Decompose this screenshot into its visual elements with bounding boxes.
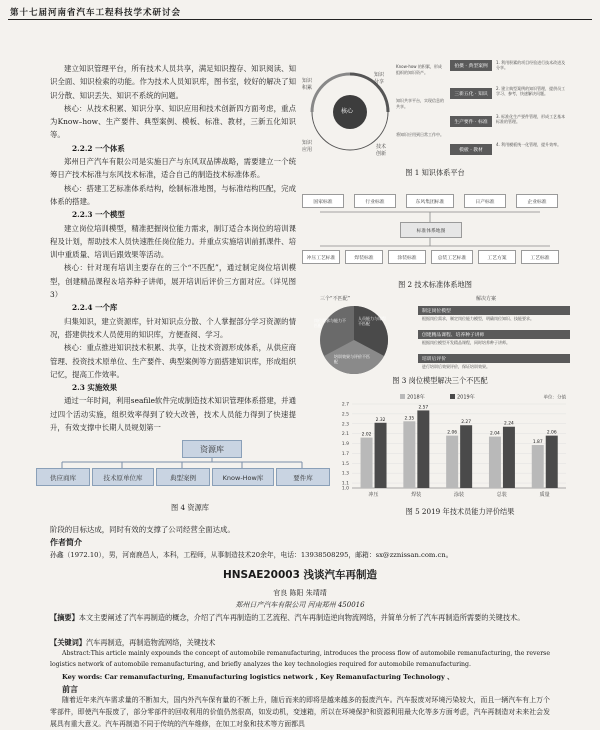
standard-box: 工艺标准 — [521, 250, 559, 264]
paragraph: 核心：重点推进知识技术积累、共享，让技术资源形成体系，从供应商管理、投资技术原单位、生产要件、典型案例等方面搭建知识库，形成组织记忆，提高工作效率。 — [50, 343, 296, 379]
paragraph: 核心：搭建工艺标准体系结构，绘制标准地图，与标准结构匹配，完成体系的搭建。 — [50, 183, 296, 206]
bar — [375, 423, 387, 488]
bar — [446, 436, 458, 488]
data-label: 2.06 — [546, 430, 557, 436]
abstract-text: 本文主要阐述了汽车再制造的概念，介绍了汽车再制造的工艺流程、汽车再制造逆向物流网络，并简单分析了汽车再制造所需要的关键技术。 — [78, 613, 525, 622]
figure-1-knowledge-platform — [300, 58, 570, 168]
data-label: 2.27 — [461, 420, 472, 426]
standard-box: 焊装标准 — [345, 250, 383, 264]
figure-2-standard-map — [300, 186, 570, 268]
fig1-right-box: 拍摄 · 典型案例 — [450, 60, 492, 71]
legend-label: 2019年 — [457, 394, 475, 401]
fig1-right-box: 三新五化 · 知识 — [450, 88, 492, 99]
bar — [546, 436, 558, 488]
left-note: Know-how 的积累，形成组织的知识资产。 — [396, 64, 442, 75]
y-tick-label: 2.1 — [341, 432, 349, 438]
standard-map-center: 标准体系地图 — [400, 222, 462, 238]
figure-2-caption: 图 2 技术标准体系地图 — [398, 280, 472, 289]
abstract-label: 【摘要】 — [50, 613, 79, 622]
section-heading: 2.2.3 一个模型 — [72, 210, 125, 220]
figure-4-caption: 图 4 资源库 — [171, 503, 209, 512]
right-note: 1. 利用积累的项目经验进行技术改进及分享。 — [496, 60, 566, 70]
legend-label: 2018年 — [407, 394, 425, 401]
section-heading: 2.3 实施效果 — [72, 383, 117, 393]
x-tick-label: 质量 — [539, 492, 550, 498]
bar — [403, 421, 415, 488]
data-label: 2.32 — [375, 417, 386, 423]
bar — [361, 438, 373, 488]
figure-1-caption: 图 1 知识体系平台 — [405, 168, 465, 177]
paragraph: 通过一年时间，利用seafile软件完成制造技术知识管理体系搭建，并通过四个活动实施，组织效率得到了较大改善，技术人员能力得到了快速提升，有效支撑中长期人员规划第一 — [50, 396, 296, 433]
left-text-column — [50, 62, 296, 434]
keywords-en: Key words: Car remanufacturing, Emanufacturing logistics network , Key Remanufacturing Technology 、 — [62, 673, 454, 681]
legend-swatch — [450, 394, 455, 399]
pie-label: 人员能力与课程不匹配 — [358, 316, 386, 326]
unit-label: 单位：分值 — [543, 395, 566, 401]
header-rule — [8, 19, 592, 20]
bar — [489, 437, 501, 488]
left-note: 将知识应用到日常工作中。 — [396, 132, 444, 137]
data-label: 2.06 — [447, 430, 458, 436]
fig3-top-label: 三个“不匹配” — [320, 296, 351, 302]
figure-5-chart — [330, 392, 570, 507]
figure-3-caption: 图 3 岗位模型解决三个不匹配 — [392, 376, 488, 385]
standard-box: 冲压工艺标准 — [302, 250, 340, 264]
y-tick-label: 2.5 — [341, 412, 349, 418]
right-note: 3. 标准化生产要件管理，形成工艺基本标准的管理。 — [496, 114, 566, 124]
cycle-label: 技术 创新 — [376, 144, 387, 157]
pie-label: 岗位需求与能力不匹配 — [314, 318, 346, 328]
solution-note: 根据岗位模型开发精品课程，同时培养种子讲师。 — [422, 340, 510, 345]
cycle-label: 知识 应用 — [302, 140, 313, 153]
resource-child: Know-How库 — [212, 468, 274, 486]
keywords-label: 【关键词】 — [50, 638, 86, 647]
y-tick-label: 1.1 — [341, 481, 349, 487]
figure-4-resource-library — [30, 432, 330, 490]
keywords-cn — [50, 637, 550, 650]
data-label: 2.04 — [490, 431, 500, 437]
x-tick-label: 冲压 — [368, 492, 379, 498]
paragraph: 建立知识管理平台，所有技术人员共享，满足知识搜存、知识阅读、知识全面、知识检索的功能。作为技术人员知识库，图书室，较好的解决了知识分散、知识丢失、知识不系统的问题。 — [50, 64, 296, 100]
continuation-text: 阶段的目标达成，同时有效的支撑了公司经营全面达成。 — [50, 525, 235, 534]
standard-box: 总装工艺标准 — [431, 250, 473, 264]
cycle-label: 知识 分享 — [374, 72, 385, 85]
x-tick-label: 总装 — [496, 492, 507, 498]
solution-note: 根据岗位需求，制定岗位能力模型，明确岗位知识、技能要求。 — [422, 316, 534, 321]
article-affiliation: 郑州日产汽车有限公司 河南郑州 450016 — [235, 601, 365, 609]
paragraph: 核心：从技术积累、知识分享、知识应用和技术创新四方面考虑，重点为Know–how、生产要件、典型案例、模板、标准、教材，三新五化知识等。 — [50, 103, 296, 140]
data-label: 2.57 — [418, 405, 429, 411]
data-label: 2.02 — [361, 432, 372, 438]
data-label: 2.35 — [404, 416, 415, 422]
data-label: 1.87 — [532, 440, 543, 446]
running-header: 第十七届河南省汽车工程科技学术研讨会 — [10, 8, 182, 18]
standard-box: 东风集团标准 — [406, 194, 454, 208]
bar — [417, 410, 429, 488]
left-note: 知识共享平台，实现信息的共享。 — [396, 98, 444, 109]
resource-child: 要件库 — [276, 468, 330, 486]
figure-5-caption: 图 5 2019 年技术员能力评价结果 — [405, 507, 515, 516]
paragraph: 郑州日产汽车有限公司是实施日产与东风双品牌战略，需要建立一个统筹日产技术标准与东风技术标准，适合自己的制造技术标准体系。 — [50, 157, 296, 180]
cycle-center-label: 核心 — [341, 108, 354, 115]
paragraph: 归集知识，建立资源库，针对知识点分散、个人掌握部分学习资源的情况，搭建供技术人员使用的知识库，方便查阅、学习。 — [50, 316, 296, 339]
standard-box: 日产标准 — [464, 194, 506, 208]
keywords-text: 汽车再制造，再制造物流网络，关键技术 — [85, 638, 216, 647]
fig1-right-box: 模板 · 教材 — [450, 144, 492, 155]
y-tick-label: 2.3 — [341, 422, 349, 428]
bar — [460, 425, 472, 488]
x-tick-label: 焊装 — [411, 492, 422, 498]
right-note: 2. 建立典型案例的知识管理，提供员工学习、参考，快速解决问题。 — [496, 86, 566, 96]
resource-child: 典型案例 — [156, 468, 210, 486]
cycle-label: 知识 积累 — [302, 78, 313, 91]
figure-3-post-model — [300, 296, 570, 376]
solution-item: 创建精品课程、培养种子讲师 — [418, 330, 570, 339]
preface-body: 随着近年来汽车需求量的不断加大，国内外汽车保有量的不断上升，随后而来的即将是越来越多的报废汽车。汽车报废对环境污染较大，而且一辆汽车有上万个零部件，即使汽车报废了，部分零部件的回收利用的价值仍然很高，如发动机，变速箱，所以在环境保护和资源利用最大化等多方面考虑，汽车再制造对未来社会发展具有重大意义。汽车再制造不同于传统的汽车维修，在加工对象和技术等方面都具 — [50, 696, 550, 728]
section-heading: 2.2.4 一个库 — [72, 303, 118, 313]
preface-heading: 前言 — [62, 684, 78, 694]
fig3-solution-title: 解决方案 — [476, 296, 497, 302]
legend-swatch — [400, 394, 405, 399]
y-tick-label: 2.7 — [341, 402, 349, 408]
article-title: HNSAE20003 浅谈汽车再制造 — [222, 569, 378, 581]
resource-root: 资源库 — [182, 440, 242, 458]
bar — [503, 427, 515, 488]
standard-box: 工艺方案 — [478, 250, 516, 264]
solution-note: 进行培训后效果评价，保证培训效果。 — [422, 364, 490, 369]
right-note: 4. 利用模板统一化管理，提升效率。 — [496, 142, 562, 147]
paragraph: 核心：针对现有培训主要存在的三个“不匹配”，通过制定岗位培训模型，创建精品课程＆培养种子讲师，展开培训后评价三方面对应。（详见图3） — [50, 263, 296, 300]
y-tick-label: 1.5 — [341, 461, 349, 467]
x-tick-label: 涂装 — [453, 492, 465, 498]
article-authors: 官良 陈阳 朱靖靖 — [273, 589, 327, 597]
author-heading: 作者简介 — [50, 537, 82, 547]
fig1-right-box: 生产要件 · 标准 — [450, 116, 492, 127]
standard-box: 企业标准 — [516, 194, 558, 208]
solution-item: 制定岗位模型 — [418, 306, 570, 315]
pie-label: 培训效果与评价不匹配 — [334, 354, 370, 364]
standard-box: 涂装标准 — [388, 250, 426, 264]
paragraph: 建立岗位培训模型，精准把握岗位能力需求，制订适合本岗位的培训课程及计划，帮助技术人员快速胜任岗位能力。并重点实施培训前抓课件、培训中重质量、培训后跟效果等活动。 — [50, 223, 296, 260]
y-tick-label: 1.9 — [341, 442, 349, 448]
section-heading: 2.2.2 一个体系 — [72, 143, 125, 153]
data-label: 2.24 — [504, 421, 514, 427]
standard-box: 行业标准 — [354, 194, 396, 208]
solution-item: 培训后评价 — [418, 354, 570, 363]
abstract-cn — [50, 612, 550, 624]
standard-box: 国家标准 — [302, 194, 344, 208]
bar-chart — [330, 392, 570, 500]
resource-child: 技术原单位库 — [92, 468, 154, 486]
y-tick-label: 1.7 — [341, 451, 349, 457]
bar — [532, 445, 544, 488]
abstract-en: Abstract:This article mainly expounds the concept of automobile remanufacturing, introduces the process flow of automobile remanufacturing, the reverse logistics network of automobile remanufacturing, and briefly analyzes the key technologies required for automobile remanufacturing. — [50, 650, 550, 668]
y-tick-label: 1.3 — [341, 471, 349, 477]
y-tick-label: 1.0 — [341, 486, 349, 492]
resource-child: 供应商库 — [36, 468, 90, 486]
author-bio: 孙鑫（1972.10），男，河南鹿邑人，本科，工程师，从事制造技术20余年，电话：13938508295，邮箱：sx@zznissan.com.cn。 — [50, 551, 453, 559]
